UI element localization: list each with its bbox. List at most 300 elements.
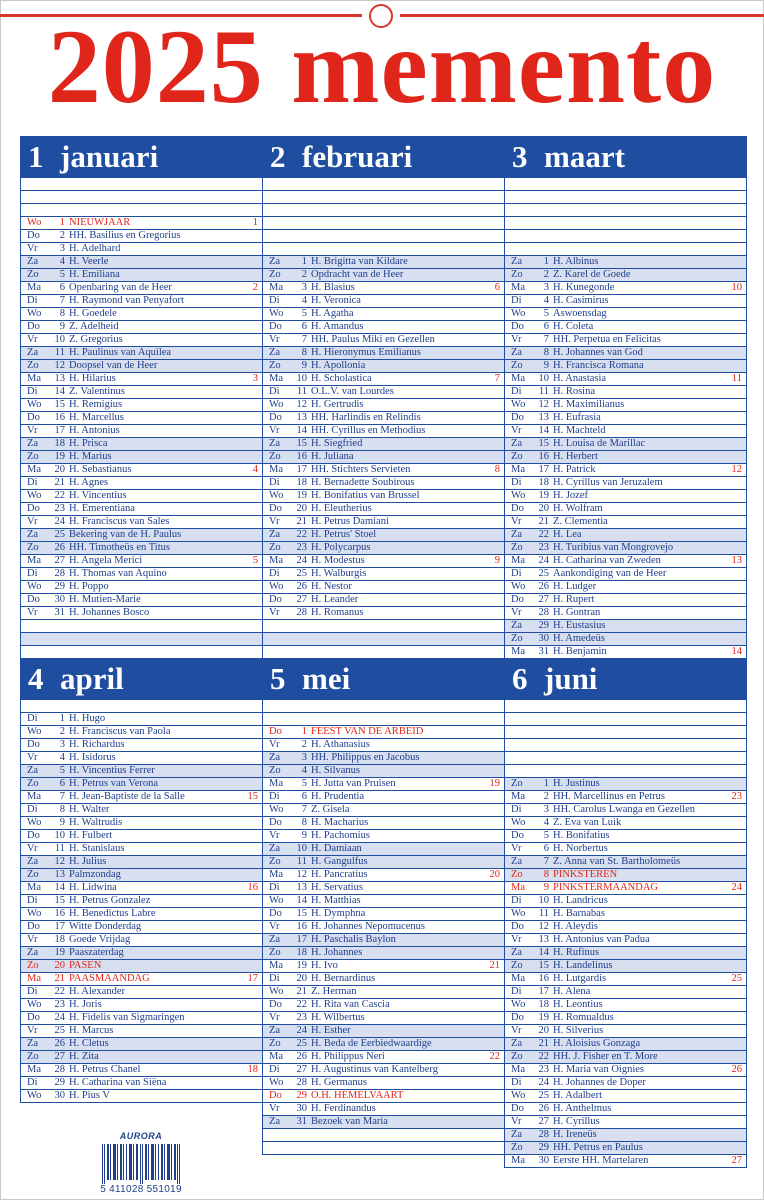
- weekday: Di: [27, 295, 38, 306]
- weekday: Do: [511, 1103, 524, 1114]
- day-number: 4: [301, 765, 307, 776]
- weekday: Ma: [511, 1064, 525, 1075]
- day-number: 20: [538, 1025, 549, 1036]
- weekday: Vr: [511, 334, 522, 345]
- day-row: [21, 921, 262, 934]
- day-row: [263, 464, 504, 477]
- day-saint: H. Nestor: [311, 581, 352, 592]
- weekday: Ma: [269, 555, 283, 566]
- day-row: [263, 321, 504, 334]
- month-name: mei: [302, 661, 351, 696]
- weekday: Ma: [269, 464, 283, 475]
- day-number: 8: [59, 804, 65, 815]
- week-number: 27: [731, 1155, 742, 1166]
- day-number: 18: [296, 477, 307, 488]
- day-number: 1: [543, 778, 549, 789]
- day-saint: H. Turibius van Mongrovejo: [553, 542, 674, 553]
- day-number: 28: [54, 1064, 65, 1075]
- empty-row: [263, 700, 504, 713]
- day-saint: H. Louisa de Marillac: [553, 438, 646, 449]
- day-row: [263, 503, 504, 516]
- day-saint: Z. Clementia: [553, 516, 608, 527]
- day-list: [262, 700, 505, 1155]
- month-number: 5: [270, 661, 286, 696]
- weekday: Za: [27, 438, 39, 449]
- day-row: [505, 869, 746, 882]
- day-number: 27: [296, 1064, 307, 1075]
- day-number: 24: [538, 555, 549, 566]
- weekday: Vr: [269, 1103, 280, 1114]
- day-saint: H. Johannes Nepomucenus: [311, 921, 426, 932]
- day-saint: PINKSTERMAANDAG: [553, 882, 659, 893]
- day-number: 27: [54, 555, 65, 566]
- day-saint: H. Amandus: [311, 321, 364, 332]
- day-number: 11: [296, 856, 307, 867]
- day-number: 16: [54, 908, 65, 919]
- day-number: 31: [538, 646, 549, 657]
- day-number: 12: [54, 360, 65, 371]
- weekday: Ma: [269, 282, 283, 293]
- day-saint: H. Lidwina: [69, 882, 117, 893]
- weekday: Za: [27, 947, 39, 958]
- day-row: [21, 1038, 262, 1051]
- weekday: Vr: [511, 516, 522, 527]
- day-saint: H. Eustasius: [553, 620, 606, 631]
- day-number: 14: [54, 386, 65, 397]
- empty-row: [505, 726, 746, 739]
- day-saint: H. Brigitta van Kildare: [311, 256, 408, 267]
- day-saint: H. Antonius van Padua: [553, 934, 650, 945]
- day-saint: H. Eufrasia: [553, 412, 601, 423]
- weekday: Di: [269, 295, 280, 306]
- barcode-icon: [101, 1144, 181, 1184]
- day-number: 2: [59, 726, 65, 737]
- weekday: Wo: [27, 1090, 42, 1101]
- weekday: Zo: [269, 1038, 281, 1049]
- day-number: 14: [538, 947, 549, 958]
- day-saint: H. Fulbert: [69, 830, 113, 841]
- month-header: [20, 658, 263, 700]
- day-saint: H. Agatha: [311, 308, 354, 319]
- day-row: [21, 830, 262, 843]
- day-row: [21, 269, 262, 282]
- day-saint: H. Pius V: [69, 1090, 110, 1101]
- day-row: [505, 386, 746, 399]
- day-row: [21, 999, 262, 1012]
- weekday: Do: [27, 321, 40, 332]
- day-row: [505, 856, 746, 869]
- day-row: [263, 529, 504, 542]
- day-number: 26: [54, 1038, 65, 1049]
- weekday: Ma: [511, 791, 525, 802]
- weekday: Wo: [269, 895, 284, 906]
- day-number: 22: [538, 1051, 549, 1062]
- day-row: [21, 542, 262, 555]
- day-number: 6: [301, 321, 307, 332]
- weekday: Vr: [511, 843, 522, 854]
- day-saint: Bezoek van Maria: [311, 1116, 388, 1127]
- weekday: Do: [511, 921, 524, 932]
- weekday: Do: [269, 412, 282, 423]
- weekday: Wo: [511, 399, 526, 410]
- weekday: Zo: [511, 960, 523, 971]
- day-row: [263, 607, 504, 620]
- day-saint: H. Gertrudis: [311, 399, 364, 410]
- day-row: [505, 633, 746, 646]
- day-row: [21, 490, 262, 503]
- day-row: [21, 607, 262, 620]
- day-number: 9: [59, 321, 65, 332]
- day-number: 6: [543, 843, 549, 854]
- day-saint: H. Benjamin: [553, 646, 607, 657]
- weekday: Di: [269, 791, 280, 802]
- day-saint: H. Petrus' Stoel: [311, 529, 377, 540]
- day-row: [505, 620, 746, 633]
- day-number: 27: [538, 1116, 549, 1127]
- day-saint: Z. Gisela: [311, 804, 350, 815]
- day-saint: O.H. HEMELVAART: [311, 1090, 404, 1101]
- weekday: Za: [511, 1129, 523, 1140]
- calendar-title: 2025 memento: [47, 8, 717, 125]
- weekday: Za: [27, 529, 39, 540]
- empty-row: [263, 620, 504, 633]
- day-number: 21: [296, 986, 307, 997]
- weekday: Za: [511, 1038, 523, 1049]
- day-number: 18: [54, 934, 65, 945]
- empty-row: [21, 178, 262, 191]
- day-row: [505, 973, 746, 986]
- month-mei: [262, 658, 505, 1155]
- day-saint: Aswoensdag: [553, 308, 607, 319]
- week-number: 10: [731, 282, 742, 293]
- day-row: [21, 334, 262, 347]
- day-saint: H. Vincentius Ferrer: [69, 765, 155, 776]
- day-number: 30: [54, 594, 65, 605]
- day-row: [505, 1155, 746, 1168]
- day-number: 24: [296, 555, 307, 566]
- day-number: 11: [538, 908, 549, 919]
- day-number: 7: [543, 856, 549, 867]
- day-saint: H. Maria van Oignies: [553, 1064, 644, 1075]
- weekday: Ma: [511, 555, 525, 566]
- day-row: [505, 1025, 746, 1038]
- day-number: 19: [538, 490, 549, 501]
- day-number: 23: [296, 1012, 307, 1023]
- day-saint: H. Richardus: [69, 739, 125, 750]
- day-row: [263, 1025, 504, 1038]
- day-number: 1: [59, 217, 65, 228]
- empty-row: [21, 204, 262, 217]
- week-number: 14: [731, 646, 742, 657]
- day-saint: Z. Gregorius: [69, 334, 123, 345]
- day-number: 19: [296, 960, 307, 971]
- day-number: 15: [54, 399, 65, 410]
- day-number: 3: [301, 282, 307, 293]
- day-saint: H. Aloisius Gonzaga: [553, 1038, 641, 1049]
- day-row: [505, 895, 746, 908]
- weekday: Wo: [27, 908, 42, 919]
- weekday: Di: [511, 804, 522, 815]
- day-saint: H. Rufinus: [553, 947, 600, 958]
- day-row: [505, 921, 746, 934]
- month-number: 3: [512, 139, 528, 174]
- day-saint: H. Ireneüs: [553, 1129, 597, 1140]
- empty-row: [505, 178, 746, 191]
- day-number: 18: [296, 947, 307, 958]
- day-list: [504, 178, 747, 659]
- day-number: 8: [59, 308, 65, 319]
- month-januari: [20, 136, 263, 659]
- day-saint: H. Philippus Neri: [311, 1051, 385, 1062]
- day-number: 14: [296, 895, 307, 906]
- weekday: Ma: [27, 464, 41, 475]
- day-saint: H. Hugo: [69, 713, 106, 724]
- day-number: 11: [54, 843, 65, 854]
- day-row: [505, 360, 746, 373]
- day-number: 29: [538, 620, 549, 631]
- day-row: [21, 1090, 262, 1103]
- day-number: 22: [296, 529, 307, 540]
- day-list: [504, 700, 747, 1168]
- weekday: Za: [269, 1025, 281, 1036]
- weekday: Vr: [269, 607, 280, 618]
- day-saint: H. Isidorus: [69, 752, 116, 763]
- day-number: 26: [296, 1051, 307, 1062]
- day-row: [263, 542, 504, 555]
- day-row: [505, 1142, 746, 1155]
- day-saint: O.L.V. van Lourdes: [311, 386, 394, 397]
- day-row: [263, 999, 504, 1012]
- day-row: [505, 347, 746, 360]
- weekday: Do: [269, 908, 282, 919]
- brand-logo: AURORA: [119, 1131, 163, 1141]
- weekday: Do: [511, 594, 524, 605]
- day-row: [21, 282, 262, 295]
- day-saint: H. Agnes: [69, 477, 109, 488]
- day-row: [21, 568, 262, 581]
- weekday: Wo: [511, 999, 526, 1010]
- day-row: [505, 464, 746, 477]
- day-row: [21, 973, 262, 986]
- weekday: Wo: [27, 581, 42, 592]
- day-row: [21, 529, 262, 542]
- month-header: [504, 136, 747, 178]
- empty-row: [21, 633, 262, 646]
- weekday: Wo: [269, 1077, 284, 1088]
- day-number: 19: [296, 490, 307, 501]
- day-row: [263, 334, 504, 347]
- day-saint: Z. Herman: [311, 986, 357, 997]
- weekday: Zo: [27, 451, 39, 462]
- day-row: [263, 960, 504, 973]
- day-number: 18: [54, 438, 65, 449]
- day-row: [21, 256, 262, 269]
- day-saint: H. Hilarius: [69, 373, 116, 384]
- day-saint: H. Waltrudis: [69, 817, 123, 828]
- week-number: 24: [731, 882, 742, 893]
- weekday: Di: [27, 386, 38, 397]
- weekday: Zo: [511, 778, 523, 789]
- day-number: 28: [538, 607, 549, 618]
- day-row: [21, 1077, 262, 1090]
- day-number: 5: [59, 269, 65, 280]
- weekday: Vr: [27, 934, 38, 945]
- weekday: Zo: [269, 947, 281, 958]
- day-number: 20: [54, 464, 65, 475]
- day-row: [21, 477, 262, 490]
- day-number: 29: [538, 1142, 549, 1153]
- day-number: 10: [296, 843, 307, 854]
- day-number: 28: [54, 568, 65, 579]
- weekday: Za: [269, 256, 281, 267]
- day-row: [21, 908, 262, 921]
- weekday: Vr: [27, 243, 38, 254]
- day-number: 20: [54, 960, 65, 971]
- day-row: [505, 477, 746, 490]
- day-number: 23: [54, 999, 65, 1010]
- day-number: 14: [296, 425, 307, 436]
- day-saint: PINKSTEREN: [553, 869, 618, 880]
- day-number: 3: [543, 804, 549, 815]
- day-saint: H. Walburgis: [311, 568, 367, 579]
- day-saint: Palmzondag: [69, 869, 121, 880]
- day-number: 21: [538, 516, 549, 527]
- day-number: 9: [59, 817, 65, 828]
- day-row: [505, 438, 746, 451]
- empty-row: [263, 633, 504, 646]
- weekday: Ma: [27, 282, 41, 293]
- day-row: [21, 438, 262, 451]
- day-number: 9: [301, 360, 307, 371]
- day-row: [21, 555, 262, 568]
- day-saint: H. Petrus Gonzalez: [69, 895, 151, 906]
- weekday: Za: [27, 856, 39, 867]
- day-row: [505, 451, 746, 464]
- weekday: Do: [511, 321, 524, 332]
- day-number: 6: [543, 321, 549, 332]
- weekday: Vr: [27, 607, 38, 618]
- day-number: 24: [54, 516, 65, 527]
- day-saint: H. Adalbert: [553, 1090, 602, 1101]
- week-number: 11: [731, 373, 742, 384]
- day-saint: H. Catharina van Siëna: [69, 1077, 167, 1088]
- weekday: Zo: [269, 542, 281, 553]
- day-row: [21, 960, 262, 973]
- day-saint: H. Emiliana: [69, 269, 120, 280]
- day-saint: H. Aleydis: [553, 921, 598, 932]
- day-saint: H. Cyrillus van Jeruzalem: [553, 477, 663, 488]
- day-saint: H. Angela Merici: [69, 555, 143, 566]
- day-number: 7: [59, 295, 65, 306]
- day-list: [20, 178, 263, 659]
- weekday: Wo: [511, 1090, 526, 1101]
- day-row: [263, 726, 504, 739]
- day-row: [505, 934, 746, 947]
- day-saint: PASEN: [69, 960, 102, 971]
- day-row: [505, 960, 746, 973]
- day-row: [21, 934, 262, 947]
- day-saint: H. Vincentius: [69, 490, 127, 501]
- day-row: [263, 765, 504, 778]
- day-row: [263, 817, 504, 830]
- weekday: Vr: [269, 830, 280, 841]
- weekday: Za: [511, 256, 523, 267]
- weekday: Wo: [27, 399, 42, 410]
- day-number: 22: [54, 490, 65, 501]
- day-row: [263, 1064, 504, 1077]
- day-saint: HH. Carolus Lwanga en Gezellen: [553, 804, 695, 815]
- week-number: 26: [731, 1064, 742, 1075]
- weekday: Ma: [27, 1064, 41, 1075]
- weekday: Do: [27, 739, 40, 750]
- day-row: [505, 334, 746, 347]
- weekday: Vr: [27, 516, 38, 527]
- day-row: [263, 1038, 504, 1051]
- day-number: 22: [538, 529, 549, 540]
- day-row: [505, 282, 746, 295]
- day-row: [505, 1116, 746, 1129]
- day-row: [21, 243, 262, 256]
- day-row: [263, 895, 504, 908]
- month-februari: [262, 136, 505, 659]
- day-row: [505, 256, 746, 269]
- empty-row: [505, 217, 746, 230]
- day-saint: H. Catharina van Zweden: [553, 555, 661, 566]
- day-saint: Z. Karel de Goede: [553, 269, 631, 280]
- day-number: 17: [538, 986, 549, 997]
- day-number: 2: [543, 791, 549, 802]
- day-number: 25: [54, 529, 65, 540]
- day-number: 16: [296, 921, 307, 932]
- day-row: [505, 791, 746, 804]
- day-number: 25: [54, 1025, 65, 1036]
- day-saint: H. Francisca Romana: [553, 360, 644, 371]
- day-saint: FEEST VAN DE ARBEID: [311, 726, 424, 737]
- day-saint: HH. Harlindis en Relindis: [311, 412, 421, 423]
- day-row: [263, 282, 504, 295]
- weekday: Vr: [269, 334, 280, 345]
- day-row: [505, 490, 746, 503]
- weekday: Do: [269, 594, 282, 605]
- day-saint: H. Machteld: [553, 425, 606, 436]
- day-row: [263, 921, 504, 934]
- day-saint: H. Julius: [69, 856, 107, 867]
- day-number: 23: [54, 503, 65, 514]
- day-row: [263, 791, 504, 804]
- day-saint: H. Prudentia: [311, 791, 365, 802]
- day-saint: H. Raymond van Penyafort: [69, 295, 184, 306]
- day-number: 29: [54, 581, 65, 592]
- day-number: 4: [59, 752, 65, 763]
- day-number: 26: [54, 542, 65, 553]
- day-row: [21, 321, 262, 334]
- day-row: [263, 1116, 504, 1129]
- weekday: Di: [269, 882, 280, 893]
- day-row: [505, 555, 746, 568]
- day-row: [505, 503, 746, 516]
- weekday: Vr: [269, 425, 280, 436]
- day-row: [21, 778, 262, 791]
- day-row: [263, 804, 504, 817]
- week-number: 21: [489, 960, 500, 971]
- day-number: 29: [54, 1077, 65, 1088]
- day-saint: H. Herbert: [553, 451, 598, 462]
- day-saint: Z. Eva van Luik: [553, 817, 622, 828]
- day-number: 3: [301, 752, 307, 763]
- day-number: 21: [54, 477, 65, 488]
- weekday: Vr: [269, 516, 280, 527]
- day-saint: Aankondiging van de Heer: [553, 568, 667, 579]
